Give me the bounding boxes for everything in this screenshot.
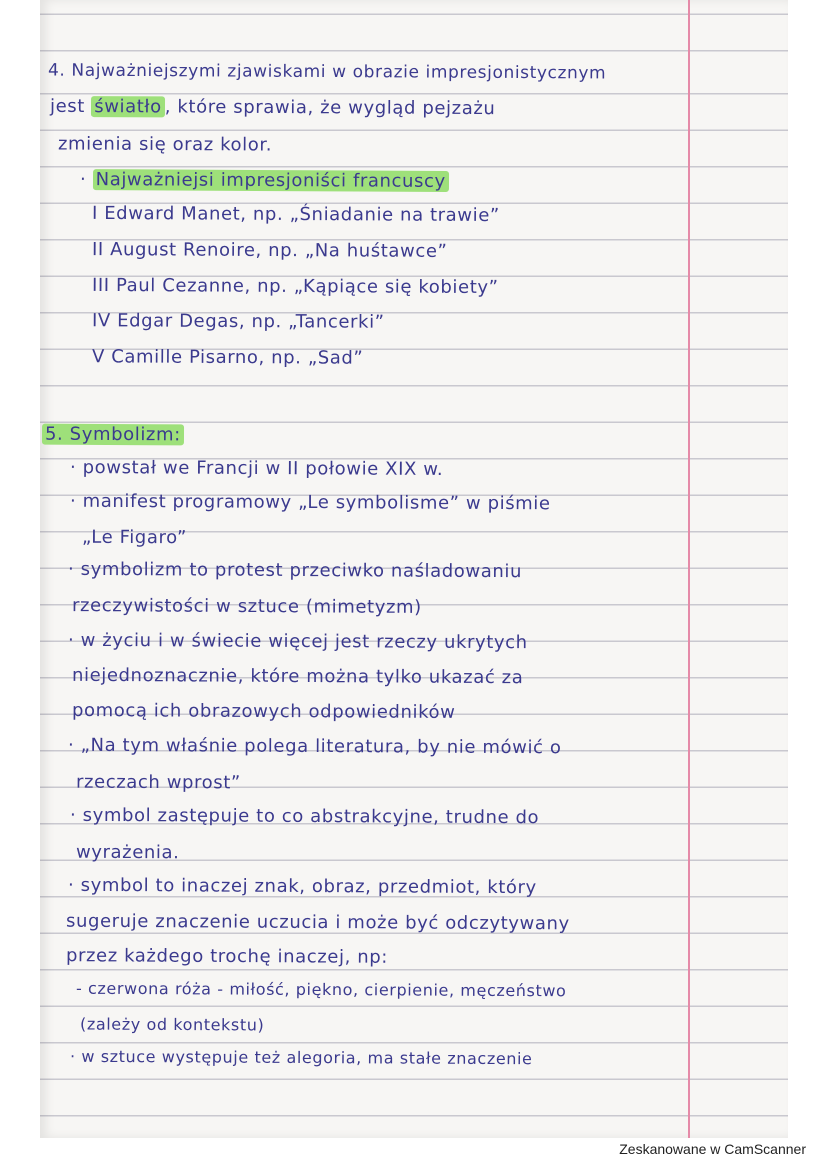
highlighted-heading: 5. Symbolizm: xyxy=(42,424,184,446)
text-line: · symbolizm to protest przeciwko naśladowaniu xyxy=(67,558,523,583)
text-line: (zależy od kontekstu) xyxy=(79,1014,265,1035)
margin-line xyxy=(688,0,690,1138)
text-line: wyrażenia. xyxy=(75,841,180,864)
text-line: · symbol zastępuje to co abstrakcyjne, trudne do xyxy=(69,804,540,829)
text-line xyxy=(50,96,496,119)
text-line: · symbol to inaczej znak, obraz, przedmiot, który xyxy=(67,874,537,899)
text-line: „Le Figaro” xyxy=(81,526,188,549)
text-line: · w życiu i w świecie więcej jest rzeczy ukrytych xyxy=(67,629,528,654)
list-item: I Edward Manet, np. „Śniadanie na trawie” xyxy=(91,202,500,227)
list-item: IV Edgar Degas, np. „Tancerki” xyxy=(91,310,385,333)
text-line: · w sztuce występuje też alegoria, ma stałe znaczenie xyxy=(69,1046,533,1069)
section-heading xyxy=(42,424,184,446)
text-fragment: , które sprawia, że wygląd pejzażu xyxy=(164,96,496,120)
text-fragment: jest xyxy=(49,95,85,118)
text-line: zmienia się oraz kolor. xyxy=(57,133,273,156)
text-line: niejednoznacznie, które można tylko ukazać za xyxy=(71,664,524,689)
highlighted-heading: Najważniejsi impresjoniści francuscy xyxy=(93,169,449,192)
list-item: V Camille Pisarno, np. „Sad” xyxy=(91,346,364,369)
list-item: II August Renoire, np. „Na huśtawce” xyxy=(91,239,448,262)
text-line: pomocą ich obrazowych odpowiedników xyxy=(71,699,456,724)
text-line: 4. Najważniejszymi zjawiskami w obrazie impresjonistycznym xyxy=(47,60,607,84)
text-line: sugeruje znaczenie uczucia i może być odczytywany xyxy=(65,910,570,935)
text-line: rzeczach wprost” xyxy=(75,771,241,794)
highlighted-word: światło xyxy=(91,96,165,117)
text-line: · manifest programowy „Le symbolisme” w piśmie xyxy=(69,490,551,515)
text-line: przez każdego trochę inaczej, np: xyxy=(65,945,389,968)
text-line: · „Na tym właśnie polega literatura, by nie mówić o xyxy=(67,734,562,759)
list-heading: · Najważniejsi impresjoniści francuscy xyxy=(80,169,449,192)
scanner-watermark: Zeskanowane w CamScanner xyxy=(619,1141,806,1157)
text-line: - czerwona róża - miłość, piękno, cierpienie, męczeństwo xyxy=(75,978,567,1001)
text-line: rzeczywistości w sztuce (mimetyzm) xyxy=(71,595,422,618)
text-line: · powstał we Francji w II połowie XIX w. xyxy=(69,457,444,480)
list-item: III Paul Cezanne, np. „Kąpiące się kobiety” xyxy=(91,274,499,299)
